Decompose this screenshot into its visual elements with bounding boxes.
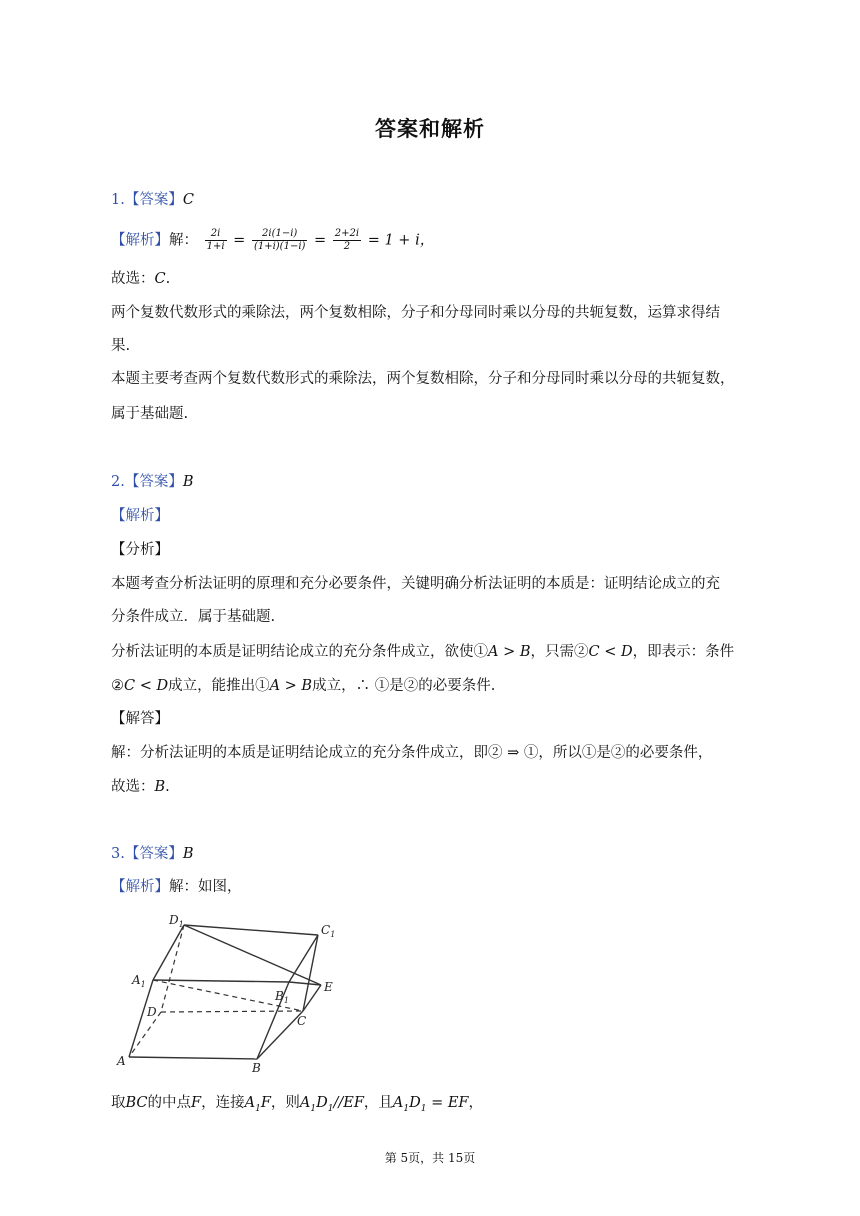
q2-answer-line bbox=[111, 471, 751, 493]
q3-last-line bbox=[111, 1092, 751, 1120]
label-B: B bbox=[252, 1061, 261, 1075]
q1-jie: 解： bbox=[169, 232, 198, 249]
q3-analysis-tag: 【解析】 bbox=[111, 879, 169, 895]
q1-answer: C bbox=[182, 192, 194, 208]
q3-math-sub: 1 bbox=[327, 1103, 334, 1114]
q2-choose-value: B bbox=[154, 779, 166, 795]
q3-math-sub: 1 bbox=[255, 1103, 261, 1114]
q3-answer-tag: 【答案】 bbox=[124, 846, 183, 862]
q1-answer-line bbox=[111, 189, 751, 211]
q1-para1-b: 果. bbox=[111, 338, 131, 354]
q3-math-part: F bbox=[260, 1095, 271, 1111]
prism-figure bbox=[111, 907, 351, 1077]
q2-analysis-tag: 【解析】 bbox=[111, 508, 169, 524]
q2-number: 2. bbox=[111, 474, 125, 490]
q3-math-part: A bbox=[244, 1095, 256, 1111]
q2-math: C < D bbox=[124, 678, 169, 694]
q3-jie: 解：如图， bbox=[169, 879, 242, 895]
q2-math: C < D bbox=[588, 644, 633, 660]
q3-math-part: = EF bbox=[426, 1095, 469, 1111]
q3-answer-line bbox=[111, 843, 751, 865]
q3-text: ，且 bbox=[363, 1095, 393, 1111]
label-E: E bbox=[324, 980, 333, 994]
q2-text: 分析法证明的本质是证明结论成立的充分条件成立，欲使① bbox=[111, 644, 488, 660]
q1-number: 1. bbox=[111, 192, 125, 208]
q1-choose-line bbox=[111, 268, 751, 290]
q1-analysis-tag: 【解析】 bbox=[111, 232, 169, 249]
q2-para1-b: 分条件成立．属于基础题. bbox=[111, 609, 276, 625]
q3-text: ， bbox=[468, 1095, 483, 1111]
q2-choose-end: . bbox=[165, 779, 170, 795]
q1-para2-a: 本题主要考查两个复数代数形式的乘除法，两个复数相除，分子和分母同时乘以分母的共轭复数， bbox=[111, 371, 735, 387]
q2-answer: B bbox=[182, 474, 194, 490]
q3-math-sub: 1 bbox=[310, 1103, 317, 1114]
q1-choose-value: C bbox=[154, 271, 166, 287]
q2-math: A > B bbox=[269, 678, 313, 694]
q3-math bbox=[299, 1095, 364, 1114]
q2-math: A > B bbox=[488, 644, 531, 660]
q3-math bbox=[244, 1095, 271, 1114]
q2-para2-a bbox=[111, 641, 751, 663]
q3-math-part: D bbox=[316, 1095, 328, 1111]
q1-fraction-3: $\frac{2+2i}{2}$ bbox=[334, 228, 360, 252]
q1-eq: = bbox=[314, 232, 327, 249]
q3-math-part: //EF bbox=[333, 1095, 364, 1111]
q3-number: 3. bbox=[111, 846, 125, 862]
page-footer: 第 5页，共 15页 bbox=[384, 1151, 476, 1165]
label-B1: $B_1$ bbox=[275, 989, 289, 1005]
q2-text: 成立，能推出① bbox=[168, 678, 270, 694]
q1-fraction-2: $\frac{2i(1-i)}{(1+i)(1-i)}$ bbox=[253, 228, 306, 252]
q2-jieda-tag: 【解答】 bbox=[111, 711, 169, 727]
q2-text: ② bbox=[111, 678, 124, 694]
q2-text: ，即表示：条件 bbox=[632, 644, 735, 660]
q2-choose-line bbox=[111, 776, 751, 798]
q2-text: 成立，∴ ①是②的必要条件. bbox=[312, 678, 496, 694]
q1-para2-b: 属于基础题. bbox=[111, 406, 189, 422]
q2-fenxi-tag: 【分析】 bbox=[111, 542, 169, 558]
page-title: 答案和解析 bbox=[375, 117, 485, 141]
q3-math-part: D bbox=[409, 1095, 421, 1111]
q1-choose-label: 故选： bbox=[111, 271, 155, 287]
q1-choose-end: . bbox=[165, 271, 171, 287]
q3-answer: B bbox=[182, 846, 194, 862]
q1-result: = 1 + i， bbox=[367, 232, 435, 249]
q2-choose-label: 故选： bbox=[111, 779, 155, 795]
label-D1: $D_1$ bbox=[169, 913, 184, 929]
label-C1: $C_1$ bbox=[321, 923, 336, 939]
label-D: D bbox=[147, 1005, 157, 1019]
label-A: A bbox=[117, 1054, 126, 1068]
q1-eq: = bbox=[233, 232, 246, 249]
q3-text: ，连接 bbox=[201, 1095, 245, 1111]
q2-answer-tag: 【答案】 bbox=[124, 474, 183, 490]
q1-para1-a: 两个复数代数形式的乘除法，两个复数相除，分子和分母同时乘以分母的共轭复数，运算求得结 bbox=[111, 305, 720, 321]
q2-para1-a: 本题考查分析法证明的原理和充分必要条件，关键明确分析法证明的本质是：证明结论成立的充 bbox=[111, 576, 720, 592]
q3-text: 取 bbox=[111, 1095, 126, 1111]
q2-para2-b bbox=[111, 675, 751, 697]
label-A1: $A_1$ bbox=[132, 973, 146, 989]
q1-fraction-1: $\frac{2i}{1+i}$ bbox=[206, 228, 225, 252]
q1-solution-line bbox=[111, 228, 751, 253]
q3-math bbox=[392, 1095, 469, 1114]
q3-math-part: A bbox=[392, 1095, 404, 1111]
q1-answer-tag: 【答案】 bbox=[124, 192, 183, 208]
label-C: C bbox=[297, 1014, 307, 1028]
q3-solution-line bbox=[111, 876, 751, 898]
q2-para3: 解：分析法证明的本质是证明结论成立的充分条件成立，即② ⇒ ①，所以①是②的必要条件， bbox=[111, 745, 713, 761]
q3-math: BC bbox=[125, 1095, 148, 1111]
q2-text: ，只需② bbox=[530, 644, 589, 660]
q3-text: 的中点 bbox=[147, 1095, 192, 1111]
q3-math-part: A bbox=[299, 1095, 311, 1111]
q3-math-sub: 1 bbox=[420, 1103, 427, 1114]
q3-text: ，则 bbox=[270, 1095, 300, 1111]
q3-math-sub: 1 bbox=[403, 1103, 410, 1114]
q3-math: F bbox=[191, 1095, 202, 1111]
